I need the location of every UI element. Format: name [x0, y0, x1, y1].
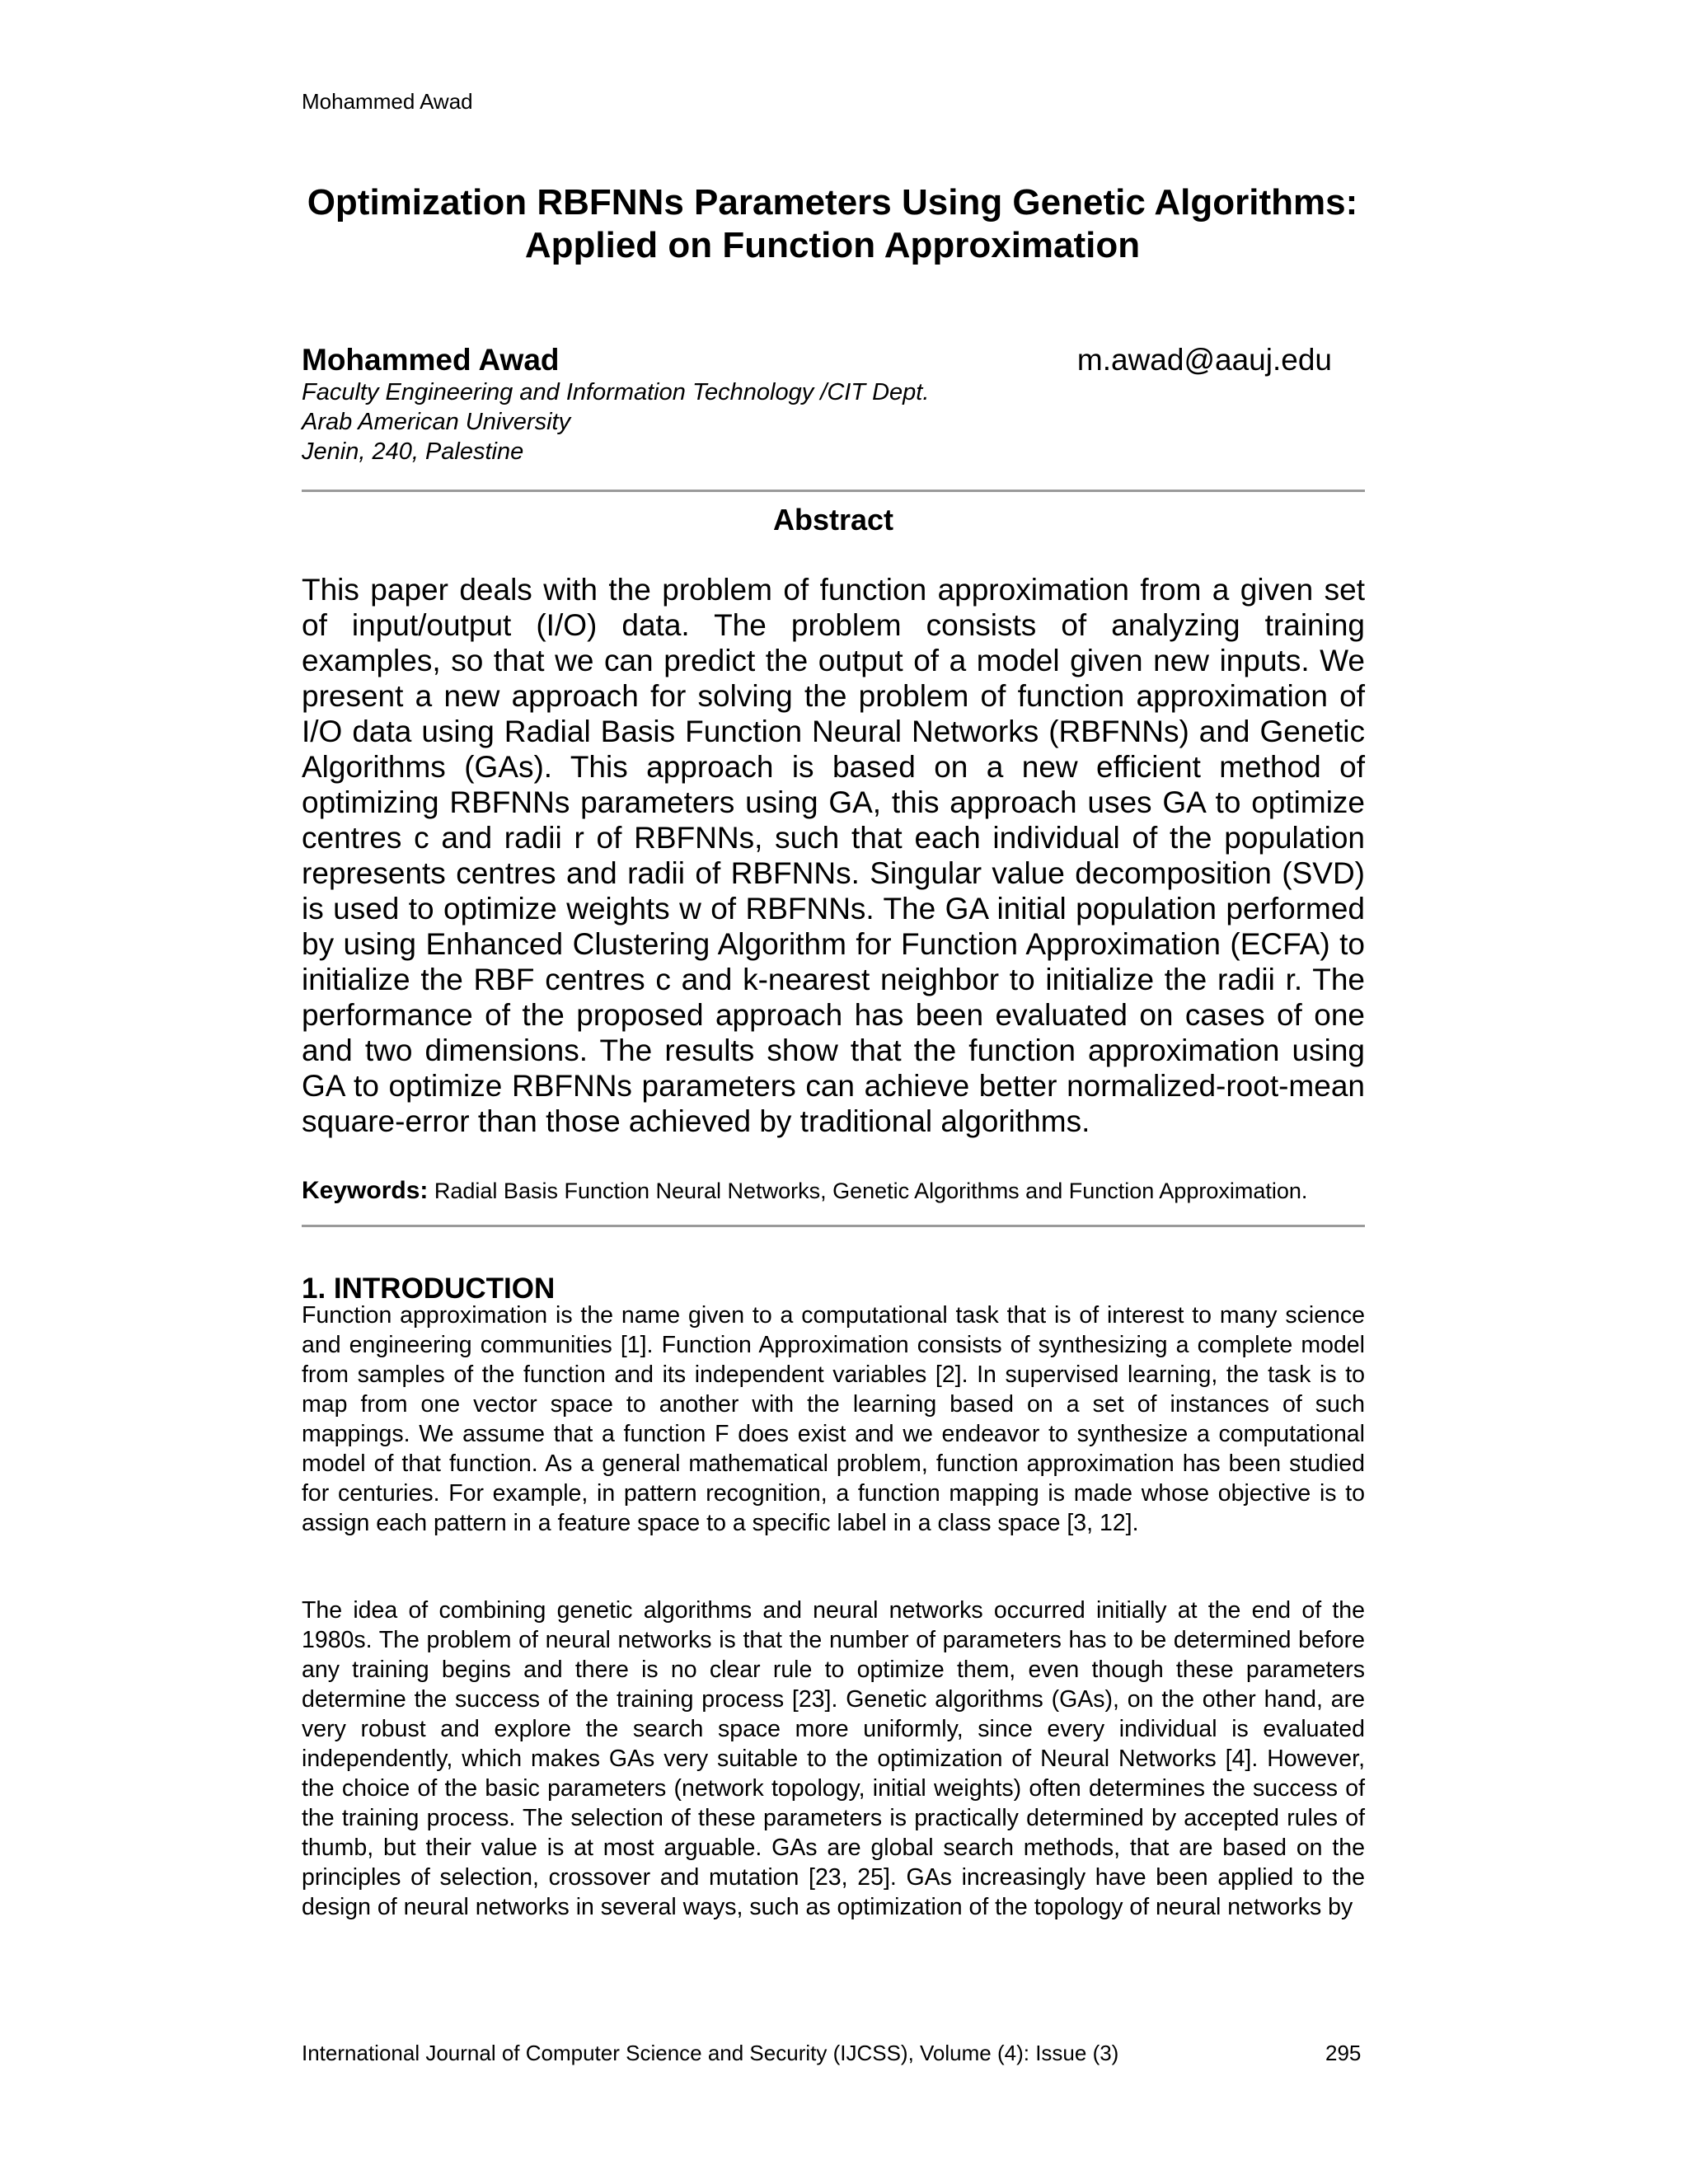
keywords-text: Radial Basis Function Neural Networks, Genetic Algorithms and Function Approximation. — [434, 1179, 1308, 1203]
paper-title — [302, 181, 1363, 267]
page-number: 295 — [1325, 2041, 1362, 2065]
abstract-heading: Abstract — [772, 503, 894, 537]
divider — [302, 490, 1365, 492]
paragraph: Function approximation is the name given to a computational task that is of interest to many science and engineering communities [1]. Function Approximation consists of synthesizing a complete model from samples of the function and its independent variables [2]. In supervised learning, the task is to map from one vector space to another with the learning based on a set of instances of such mappings. We assume that a function F does exist and we endeavor to synthesize a computational model of that function. As a general mathematical problem, function approximation has been studied for centuries. For example, in pattern recognition, a function mapping is made whose objective is to assign each pattern in a feature space to a specific label in a class space [3, 12]. — [302, 1302, 1365, 1536]
affiliation-line: Faculty Engineering and Information Technology /CIT Dept. — [302, 379, 930, 405]
title-line-1: Optimization RBFNNs Parameters Using Genetic Algorithms: — [307, 182, 1358, 223]
author-name: Mohammed Awad — [302, 343, 560, 377]
divider — [302, 1225, 1365, 1227]
section-heading: 1. INTRODUCTION — [302, 1272, 556, 1305]
author-email: m.awad@aauj.edu — [1076, 343, 1332, 377]
footer-journal: International Journal of Computer Science and Security (IJCSS), Volume (4): Issue (3) — [302, 2041, 1119, 2065]
abstract-text: This paper deals with the problem of function approximation from a given set of input/output (I/O) data. The problem consists of analyzing training examples, so that we can predict the output of a model given new inputs. We present a new approach for solving the problem of function approximation of I/O data using Radial Basis Function Neural Networks (RBFNNs) and Genetic Algorithms (GAs). This approach is based on a new efficient method of optimizing RBFNNs parameters using GA, this approach uses GA to optimize centres c and radii r of RBFNNs, such that each individual of the population represents centres and radii of RBFNNs. Singular value decomposition (SVD) is used to optimize weights w of RBFNNs. The GA initial population performed by using Enhanced Clustering Algorithm for Function Approximation (ECFA) to initialize the RBF centres c and k-nearest neighbor to initialize the radii r. The performance of the proposed approach has been evaluated on cases of one and two dimensions. The results show that the function approximation using GA to optimize RBFNNs parameters can achieve better normalized-root-mean square-error than those achieved by traditional algorithms. — [302, 573, 1365, 1138]
affiliation-line: Jenin, 240, Palestine — [302, 438, 524, 465]
keywords-label: Keywords: — [302, 1177, 429, 1204]
title-line-2: Applied on Function Approximation — [524, 225, 1141, 265]
keywords — [302, 1177, 1365, 1205]
running-head: Mohammed Awad — [302, 89, 473, 114]
affiliation-line: Arab American University — [302, 409, 571, 435]
paragraph: The idea of combining genetic algorithms and neural networks occurred initially at the end of the 1980s. The problem of neural networks is that the number of parameters has to be determined before any training begins and there is no clear rule to optimize them, even though these parameters determine the success of the training process [23]. Genetic algorithms (GAs), on the other hand, are very robust and explore the search space more uniformly, since every individual is evaluated independently, which makes GAs very suitable to the optimization of Neural Networks [4]. However, the choice of the basic parameters (network topology, initial weights) often determines the success of the training process. The selection of these parameters is practically determined by accepted rules of thumb, but their value is at most arguable. GAs are global search methods, that are based on the principles of selection, crossover and mutation [23, 25]. GAs increasingly have been applied to the design of neural networks in several ways, such as optimization of the topology of neural networks by — [302, 1597, 1365, 1920]
